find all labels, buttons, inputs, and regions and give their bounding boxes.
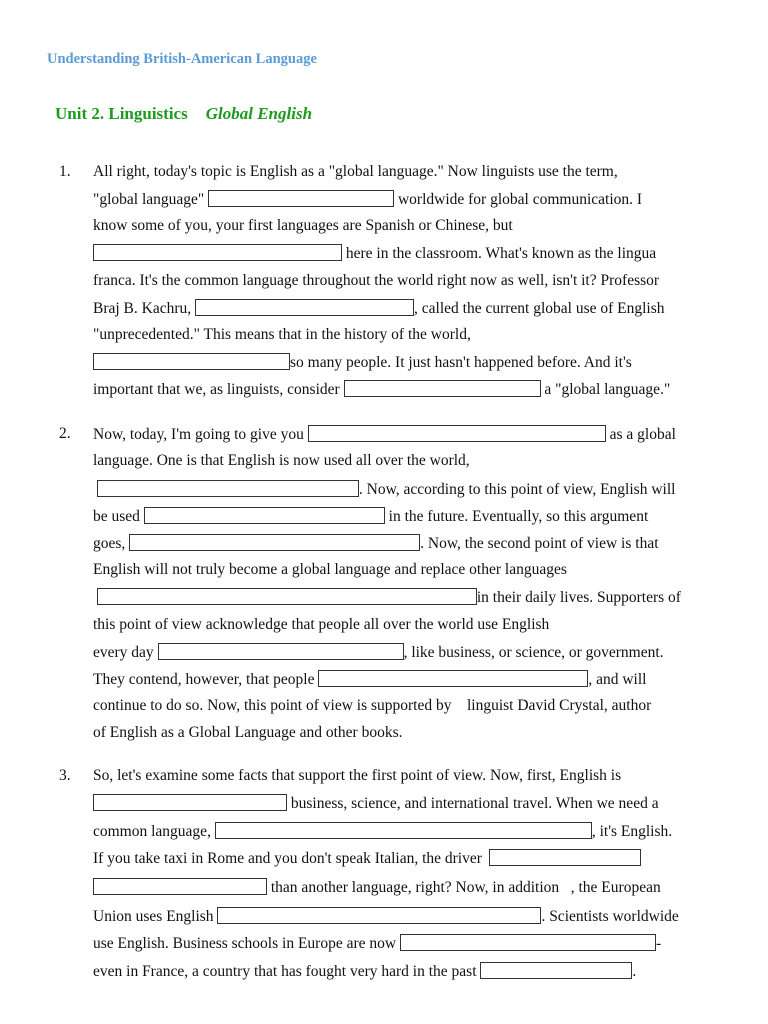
text-line: every day , like business, or science, or government. xyxy=(93,644,664,661)
text-line: know some of you, your first languages are Spanish or Chinese, but xyxy=(93,217,513,234)
text-line: be used in the future. Eventually, so this argument xyxy=(93,508,649,525)
unit-title: Unit 2. Linguistics xyxy=(55,104,188,123)
unit-heading xyxy=(55,104,312,124)
answer-blank[interactable] xyxy=(318,670,588,687)
answer-blank[interactable] xyxy=(93,794,287,811)
answer-blank[interactable] xyxy=(97,588,477,605)
text-line: so many people. It just hasn't happened before. And it's xyxy=(93,353,632,372)
text-line: "unprecedented." This means that in the history of the world, xyxy=(93,326,471,343)
text-line: business, science, and international travel. When we need a xyxy=(93,794,659,813)
text-line: than another language, right? Now, in addition , the European xyxy=(93,878,661,897)
answer-blank[interactable] xyxy=(158,643,404,660)
answer-blank[interactable] xyxy=(344,380,541,397)
text-line: English will not truly become a global language and replace other languages xyxy=(93,561,567,578)
item-number: 2. xyxy=(59,425,71,442)
answer-blank[interactable] xyxy=(208,190,394,207)
item-number: 1. xyxy=(59,163,71,180)
text-line: even in France, a country that has fought very hard in the past . xyxy=(93,963,637,980)
answer-blank[interactable] xyxy=(144,507,385,524)
text-line: They contend, however, that people , and will xyxy=(93,671,647,688)
answer-blank[interactable] xyxy=(480,962,632,979)
answer-blank[interactable] xyxy=(97,480,359,497)
document-header: Understanding British-American Language xyxy=(47,51,317,67)
text-line: use English. Business schools in Europe are now - xyxy=(93,935,662,952)
answer-blank[interactable] xyxy=(489,849,641,866)
text-line: If you take taxi in Rome and you don't speak Italian, the driver xyxy=(93,849,641,868)
text-line: continue to do so. Now, this point of view is supported by linguist David Crystal, author xyxy=(93,697,652,714)
text-line: . Now, according to this point of view, English will xyxy=(93,480,675,499)
unit-subtitle: Global English xyxy=(205,104,313,123)
answer-blank[interactable] xyxy=(93,878,267,895)
answer-blank[interactable] xyxy=(129,534,420,551)
text-line: language. One is that English is now used all over the world, xyxy=(93,452,470,469)
text-line: Braj B. Kachru, , called the current global use of English xyxy=(93,300,665,317)
text-line: "global language" worldwide for global communication. I xyxy=(93,191,643,208)
answer-blank[interactable] xyxy=(217,907,541,924)
text-line: Now, today, I'm going to give you as a global xyxy=(93,426,676,443)
text-line: in their daily lives. Supporters of xyxy=(93,588,681,607)
text-line: important that we, as linguists, consider a "global language." xyxy=(93,381,671,398)
text-line: So, let's examine some facts that support the first point of view. Now, first, English is xyxy=(93,767,622,784)
text-line: franca. It's the common language throughout the world right now as well, isn't it? Professor xyxy=(93,272,660,289)
answer-blank[interactable] xyxy=(93,244,342,261)
answer-blank[interactable] xyxy=(215,822,592,839)
text-line: here in the classroom. What's known as the lingua xyxy=(93,244,656,263)
text-line: All right, today's topic is English as a "global language." Now linguists use the term, xyxy=(93,163,618,180)
answer-blank[interactable] xyxy=(195,299,414,316)
item-number: 3. xyxy=(59,767,71,784)
text-line: of English as a Global Language and other books. xyxy=(93,724,403,741)
answer-blank[interactable] xyxy=(93,353,290,370)
answer-blank[interactable] xyxy=(308,425,606,442)
text-line: goes, . Now, the second point of view is that xyxy=(93,535,659,552)
answer-blank[interactable] xyxy=(400,934,656,951)
text-line: this point of view acknowledge that people all over the world use English xyxy=(93,616,550,633)
text-line: common language, , it's English. xyxy=(93,823,673,840)
text-line: Union uses English . Scientists worldwide xyxy=(93,908,679,925)
